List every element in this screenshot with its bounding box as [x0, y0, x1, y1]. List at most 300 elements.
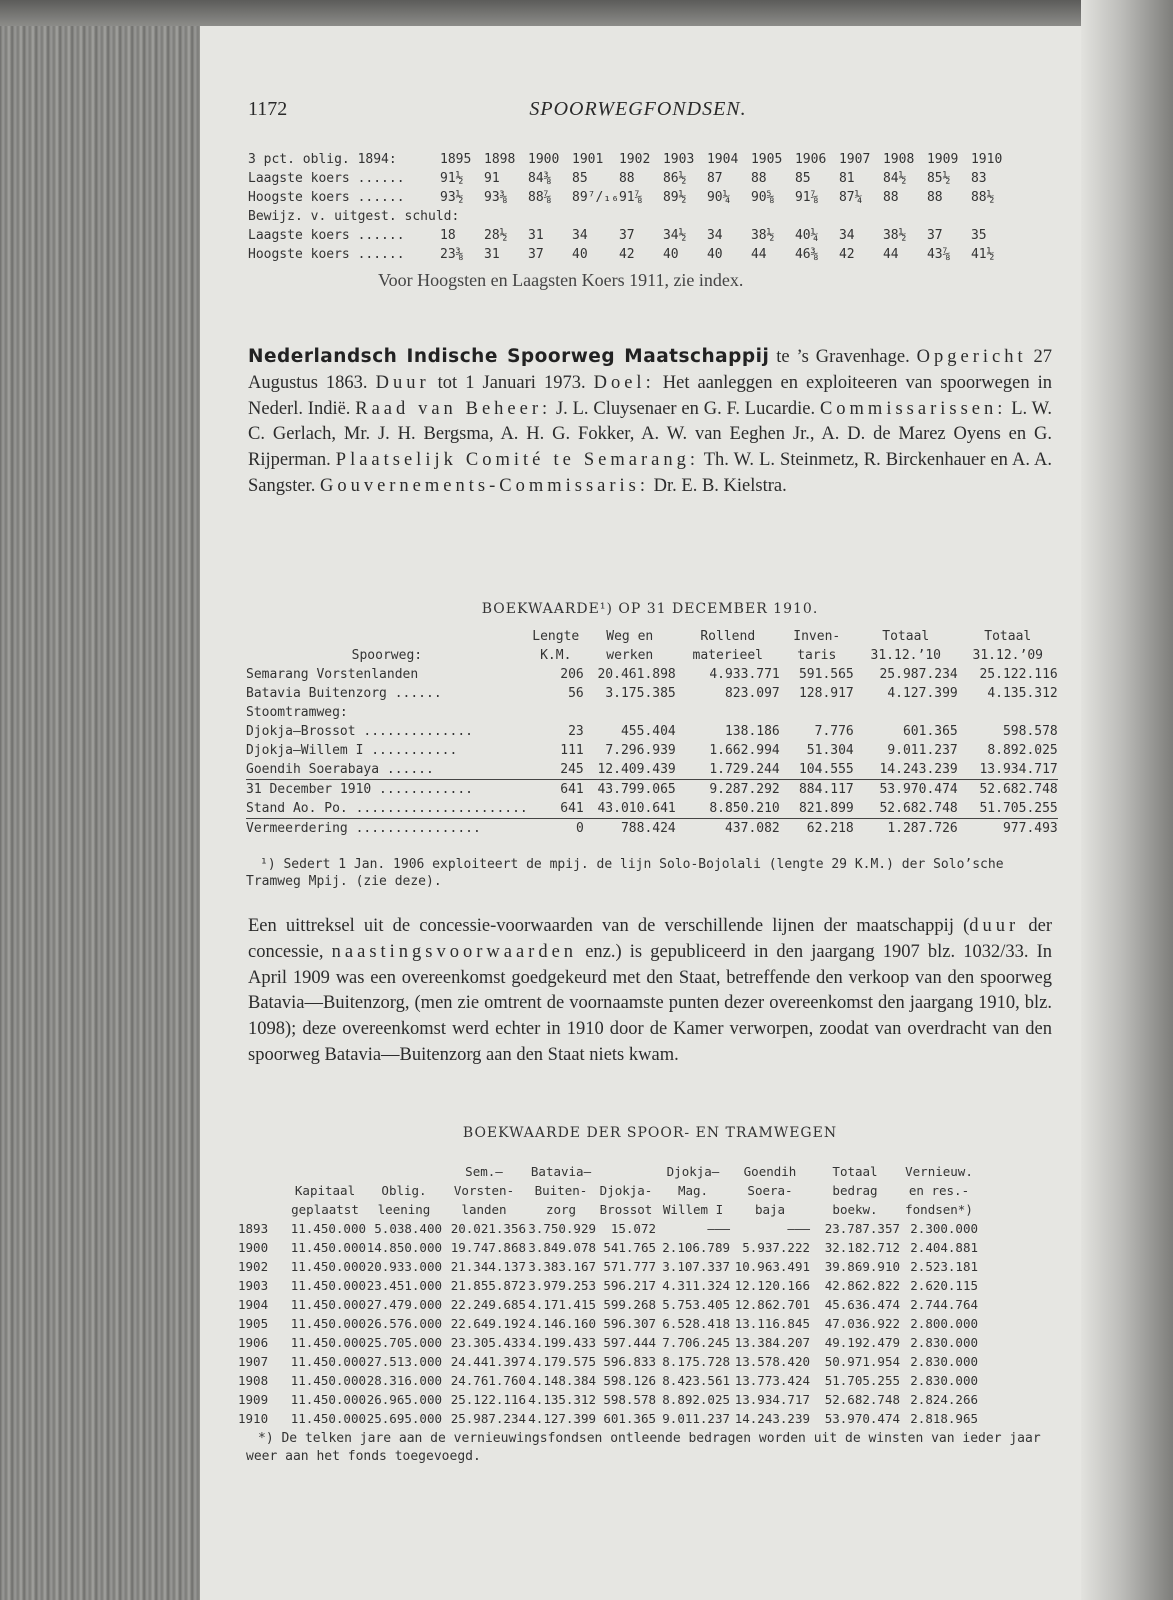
table-cell: geplaatst — [291, 1202, 359, 1217]
table-cell: 34½ — [662, 228, 687, 243]
table-cell: 1900 — [238, 1240, 269, 1255]
table-cell: 42 — [618, 247, 635, 262]
keyword-plaatselijk-comite: Plaatselijk Comité te Semarang: — [335, 450, 699, 471]
table-cell: 43.799.065 — [584, 780, 676, 800]
table-cell: Djokja—Brossot .............. — [246, 724, 473, 739]
table-cell: 23.305.433 — [450, 1335, 526, 1350]
table-cell: 28½ — [484, 228, 508, 243]
table-cell: Djokja— — [666, 1164, 720, 1179]
table-cell: 11.450.000 — [290, 1335, 366, 1350]
table-cell: 40 — [706, 247, 723, 262]
table-cell: 83 — [970, 171, 987, 186]
table-cell: 40 — [662, 247, 679, 262]
table-cell: 2.106.789 — [662, 1240, 730, 1255]
table-cell: 50.971.954 — [824, 1354, 900, 1369]
table-cell: 9.011.237 — [887, 743, 958, 758]
table-cell: 11.450.000 — [290, 1278, 366, 1293]
table-cell: 34 — [572, 228, 588, 243]
keyword-raad-van-beheer: Raad van Beheer: — [355, 398, 552, 419]
table-cell: 2.818.965 — [910, 1411, 978, 1426]
table-cell: 2.830.000 — [910, 1354, 978, 1369]
table-cell: K.M. — [540, 648, 572, 663]
table-cell: 91⅞ — [794, 190, 819, 205]
table-cell: 823.097 — [724, 686, 780, 701]
table-cell: 28.316.000 — [366, 1373, 442, 1388]
table-cell: 34 — [838, 228, 855, 243]
table-cell: 641 — [528, 780, 584, 800]
table-cell: 977.493 — [958, 819, 1058, 839]
table-cell: 3.849.078 — [528, 1240, 596, 1255]
table-cell: 25.122.116 — [450, 1392, 526, 1407]
table-cell: 11.450.000 — [290, 1354, 366, 1369]
table-row — [238, 1352, 978, 1371]
table-cell: 21.344.137 — [450, 1259, 526, 1274]
table-cell: 455.404 — [620, 724, 676, 739]
table-cell: 1903 — [238, 1278, 269, 1293]
table-cell: 43⅞ — [926, 247, 951, 262]
table-row — [238, 1314, 978, 1333]
keyword-naastingsvoorwaarden: naastingsvoorwaarden — [331, 941, 578, 962]
table-cell: 599.268 — [603, 1297, 656, 1312]
table-cell: 3.979.253 — [528, 1278, 596, 1293]
table-cell: 88½ — [970, 190, 995, 205]
table-cell: 23⅜ — [440, 247, 464, 262]
table-cell: 26.576.000 — [366, 1316, 442, 1331]
table-cell: 51.705.255 — [824, 1373, 900, 1388]
table-cell: 1898 — [484, 152, 516, 167]
company-name: Nederlandsch Indische Spoorweg Maatschappij — [248, 346, 770, 367]
table-cell: 25.122.116 — [979, 667, 1058, 682]
table-cell: 91⅞ — [618, 190, 643, 205]
text-fragment: L. W. C. Gerlach, Mr. J. H. Bergsma, A. H. G. Fokker, A. W. van Eeghen Jr., A. D. de Marez Oyens en G. Rijperman. — [248, 398, 1052, 471]
table-cell: 3.107.337 — [662, 1259, 730, 1274]
table-cell: 52.682.748 — [824, 1392, 900, 1407]
table-cell: Goendih Soerabaya ...... — [246, 762, 434, 777]
table-cell: Batavia— — [530, 1164, 592, 1179]
table-cell: 62.218 — [780, 819, 854, 839]
table-cell: 1.729.244 — [709, 762, 780, 777]
table-cell: 12.409.439 — [597, 762, 676, 777]
table-cell: 206 — [560, 667, 584, 682]
table-cell: 1907 — [838, 152, 871, 167]
text-fragment: der concessie, — [248, 916, 1052, 962]
table-cell: 7.296.939 — [605, 743, 676, 758]
table-row — [238, 1295, 978, 1314]
table-cell: 245 — [560, 762, 584, 777]
table-cell: 601.365 — [603, 1411, 656, 1426]
table-cell: 85 — [794, 171, 811, 186]
table-cell: 23.451.000 — [366, 1278, 442, 1293]
table-row — [246, 780, 1058, 800]
table-cell: 1902 — [238, 1259, 269, 1274]
table-cell: 88⅞ — [528, 190, 552, 205]
page-number: 1172 — [248, 98, 288, 120]
table-cell: 39.869.910 — [824, 1259, 900, 1274]
table-cell: 111 — [560, 743, 584, 758]
table-cell: materieel — [692, 648, 763, 663]
table-cell — [596, 1162, 656, 1181]
table-cell: Inven- — [793, 629, 841, 644]
table-cell: 5.937.222 — [742, 1240, 810, 1255]
table-cell: 4.148.384 — [528, 1373, 596, 1388]
table-cell: 1903 — [662, 152, 695, 167]
table-cell: 89½ — [662, 190, 687, 205]
table-cell: Buiten- — [534, 1183, 588, 1198]
table-row — [238, 1276, 978, 1295]
table-cell: 27.479.000 — [366, 1297, 442, 1312]
table-cell: 2.830.000 — [910, 1373, 978, 1388]
table-cell: Brossot — [599, 1202, 653, 1217]
table-cell: 884.117 — [780, 780, 854, 800]
text-fragment: tot 1 Januari 1973. — [429, 372, 594, 393]
table-cell: 591.565 — [798, 667, 854, 682]
table-cell: 42.862.822 — [824, 1278, 900, 1293]
table-cell: 11.450.000 — [290, 1392, 366, 1407]
table-cell: 596.833 — [603, 1354, 656, 1369]
table-cell: Oblig. — [381, 1183, 427, 1198]
table-cell: 1904 — [706, 152, 739, 167]
table-cell: 93½ — [440, 190, 464, 205]
table-cell: 14.243.239 — [879, 762, 958, 777]
table-cell: 31.12.’09 — [972, 648, 1043, 663]
table-header-row — [246, 646, 1058, 665]
table-cell: 2.523.181 — [910, 1259, 978, 1274]
table-row — [238, 1409, 978, 1428]
table-cell — [284, 1162, 366, 1181]
table-cell: Totaal — [984, 629, 1032, 644]
text-fragment: enz.) is gepubliceerd in den jaargang 1907 blz. 1032/33. In April 1909 was een overeenkomst goedgekeurd met den Staat, betreffende den verkoop van den spoorweg Batavia—Buitenzorg, (men zie omtrent de voornaamste punten dezer overeenkomst den jaargang 1910, blz. 1098); deze overeenkomst werd echter in 1910 door de Kamer verworpen, zoodat van overdracht van den spoorweg Batavia—Buitenzorg aan den Staat niets kwam. — [248, 941, 1052, 1065]
table-cell: 1900 — [528, 152, 560, 167]
table-cell: 3 pct. oblig. 1894: — [248, 152, 397, 167]
table-cell: 31.12.’10 — [870, 648, 941, 663]
koers-table — [248, 150, 1015, 264]
table-cell: 5.753.405 — [662, 1297, 730, 1312]
table-cell: Totaal — [832, 1164, 878, 1179]
table-cell: leening — [377, 1202, 431, 1217]
table-cell: 596.217 — [603, 1278, 656, 1293]
table-cell: taris — [797, 648, 837, 663]
table-cell: 6.528.418 — [662, 1316, 730, 1331]
table-cell: 56 — [568, 686, 584, 701]
table-cell: 89⁷/₁₆ — [572, 190, 619, 205]
table-cell: 437.082 — [676, 819, 780, 839]
table-cell: 25.987.234 — [450, 1411, 526, 1426]
table-cell: 90⅝ — [750, 190, 775, 205]
table-cell: 35 — [970, 228, 987, 243]
table-cell: 87¼ — [838, 190, 863, 205]
table-cell: 47.036.922 — [824, 1316, 900, 1331]
table-cell: Mag. — [677, 1183, 709, 1198]
book-top-shadow — [0, 0, 1173, 26]
table-cell: 11.450.000 — [290, 1316, 366, 1331]
text-fragment: J. L. Cluysenaer en G. F. Lucardie. — [551, 398, 820, 419]
boekwaarde-caption: BOEKWAARDE¹) OP 31 DECEMBER 1910. — [481, 601, 819, 617]
table-cell: en res.- — [908, 1183, 970, 1198]
table-cell: 821.899 — [798, 801, 854, 816]
table-cell: 13.934.717 — [979, 762, 1058, 777]
table-cell: 2.830.000 — [910, 1335, 978, 1350]
table-row — [248, 169, 1015, 188]
table-cell: 104.555 — [798, 762, 854, 777]
table-cell: Totaal — [882, 629, 930, 644]
table-cell: 1.287.726 — [854, 819, 958, 839]
table-cell: 641 — [560, 801, 584, 816]
table-cell: 2.824.266 — [910, 1392, 978, 1407]
table-cell: 20.021.356 — [450, 1221, 526, 1236]
table-cell: 27.513.000 — [366, 1354, 442, 1369]
table-cell: 13.384.207 — [734, 1335, 810, 1350]
table-cell: 13.116.845 — [734, 1316, 810, 1331]
table-row — [248, 245, 1015, 264]
table-row — [246, 722, 1058, 741]
table-cell: 1905 — [238, 1316, 269, 1331]
table-cell: 12.862.701 — [734, 1297, 810, 1312]
table-row — [246, 799, 1058, 819]
table-row — [238, 1219, 978, 1238]
table-cell: Batavia Buitenzorg ...... — [246, 686, 442, 701]
table-cell: 2.800.000 — [910, 1316, 978, 1331]
table-cell: 34 — [706, 228, 723, 243]
table-cell: 8.175.728 — [662, 1354, 730, 1369]
table-cell: 1906 — [238, 1335, 269, 1350]
table-cell: 19.747.868 — [450, 1240, 526, 1255]
table-cell: 86½ — [662, 171, 687, 186]
table-cell: Djokja—Willem I ........... — [246, 743, 458, 758]
table-cell: 20.461.898 — [597, 667, 676, 682]
boekwaarde-table — [246, 627, 1058, 838]
table-cell: 4.933.771 — [709, 667, 780, 682]
table-cell: Willem I — [662, 1202, 724, 1217]
table-cell: 51.705.255 — [979, 801, 1058, 816]
table-cell: 15.072 — [610, 1221, 656, 1236]
table-cell: 22.249.685 — [450, 1297, 526, 1312]
koers-note: Voor Hoogsten en Laagsten Koers 1911, zie index. — [378, 270, 744, 290]
book-page-edge-right — [1081, 0, 1173, 1600]
boekwaarde-wegen-caption: BOEKWAARDE DER SPOOR- EN TRAMWEGEN — [462, 1125, 838, 1141]
table-cell: 18 — [440, 228, 456, 243]
table-cell: 1901 — [572, 152, 604, 167]
table-cell: 37 — [926, 228, 943, 243]
boekwaarde-wegen-footnote: *) De telken jare aan de vernieuwingsfondsen ontleende bedragen worden uit de winsten van ieder jaar weer aan het fonds toegevoegd. — [246, 1431, 1041, 1464]
table-cell: Laagste koers ...... — [248, 228, 405, 243]
keyword-opgericht: Opgericht — [916, 347, 1027, 367]
table-cell: 41½ — [970, 247, 995, 262]
table-cell: 91 — [484, 171, 500, 186]
table-row — [246, 741, 1058, 760]
table-cell: Spoorweg: — [351, 648, 423, 663]
table-cell: zorg — [545, 1202, 577, 1217]
table-cell: 31 — [484, 247, 500, 262]
table-cell: 40¼ — [794, 228, 819, 243]
book-page-edges-left — [0, 0, 232, 1600]
boekwaarde-wegen-table — [238, 1162, 978, 1428]
running-title: SPOORWEGFONDSEN. — [529, 98, 747, 120]
table-cell: werken — [606, 648, 654, 663]
table-cell: 1910 — [970, 152, 1003, 167]
table-cell: 5.038.400 — [374, 1221, 442, 1236]
table-cell: 1906 — [794, 152, 827, 167]
table-cell: 25.987.234 — [879, 667, 958, 682]
table-cell: ——— — [787, 1221, 810, 1236]
concessie-paragraph — [248, 914, 1052, 1069]
table-cell: 43.010.641 — [597, 801, 676, 816]
table-cell: 4.135.312 — [987, 686, 1058, 701]
table-cell: Semarang Vorstenlanden — [246, 667, 419, 682]
table-cell: Weg en — [606, 629, 654, 644]
text-fragment: te ’s Gravenhage. — [769, 347, 917, 367]
table-cell: 596.307 — [603, 1316, 656, 1331]
table-header-row — [238, 1162, 978, 1181]
table-cell: 4.311.324 — [662, 1278, 730, 1293]
table-cell: 49.192.479 — [824, 1335, 900, 1350]
table-cell: 1910 — [238, 1411, 269, 1426]
page-header — [248, 98, 1028, 128]
table-cell: Lengte — [532, 629, 580, 644]
table-row — [246, 684, 1058, 703]
table-cell: Kapitaal — [294, 1183, 356, 1198]
table-cell: 11.450.000 — [290, 1259, 366, 1274]
table-cell: 3.383.167 — [528, 1259, 596, 1274]
table-cell: 598.126 — [603, 1373, 656, 1388]
table-cell: 93⅜ — [484, 190, 508, 205]
table-cell: 21.855.872 — [450, 1278, 526, 1293]
table-cell: Goendih — [743, 1164, 797, 1179]
table-cell: 53.970.474 — [824, 1411, 900, 1426]
table-cell: 37 — [618, 228, 635, 243]
table-cell: 22.649.192 — [450, 1316, 526, 1331]
table-cell: 598.578 — [603, 1392, 656, 1407]
table-cell: 13.934.717 — [734, 1392, 810, 1407]
table-cell — [238, 1162, 284, 1181]
table-cell: 1902 — [618, 152, 651, 167]
table-row — [238, 1390, 978, 1409]
table-cell: 87 — [706, 171, 723, 186]
table-cell: 24.761.760 — [450, 1373, 526, 1388]
table-cell: 44 — [750, 247, 767, 262]
table-cell: 24.441.397 — [450, 1354, 526, 1369]
table-cell: 25.705.000 — [366, 1335, 442, 1350]
table-cell: 20.933.000 — [366, 1259, 442, 1274]
table-cell: 85 — [572, 171, 588, 186]
table-cell: 38½ — [882, 228, 907, 243]
section-label: Stoomtramweg: — [246, 705, 348, 720]
table-row — [248, 226, 1015, 245]
table-cell: 597.444 — [603, 1335, 656, 1350]
table-cell: 8.850.210 — [709, 801, 780, 816]
table-cell: 13.773.424 — [734, 1373, 810, 1388]
table-cell: 88 — [750, 171, 767, 186]
table-cell: 11.450.000 — [290, 1373, 366, 1388]
table-cell: 1908 — [882, 152, 915, 167]
table-cell: 11.450.000 — [290, 1297, 366, 1312]
table-cell: 1.662.994 — [709, 743, 780, 758]
table-cell: 38½ — [750, 228, 775, 243]
table-cell: 8.892.025 — [987, 743, 1058, 758]
table-cell: Stand Ao. Po. ...................... — [246, 801, 528, 816]
koers-header-row — [248, 150, 1015, 169]
table-row — [238, 1238, 978, 1257]
table-cell: Vermeerdering ................ — [246, 819, 528, 839]
table-cell: 32.182.712 — [824, 1240, 900, 1255]
table-cell: baja — [754, 1202, 786, 1217]
table-cell: 4.199.433 — [528, 1335, 596, 1350]
table-cell: 31 December 1910 ............ — [246, 780, 528, 800]
table-cell: Djokja- — [599, 1183, 653, 1198]
table-cell: 88 — [618, 171, 635, 186]
table-cell: 1909 — [238, 1392, 269, 1407]
table-cell: 128.917 — [798, 686, 854, 701]
company-description — [248, 344, 1052, 500]
table-cell: 4.171.415 — [528, 1297, 596, 1312]
keyword-duur: duur — [969, 916, 1020, 936]
table-cell: 3.175.385 — [605, 686, 676, 701]
table-cell: 45.636.474 — [824, 1297, 900, 1312]
table-cell: 53.970.474 — [854, 780, 958, 800]
table-cell: 88 — [926, 190, 943, 205]
table-cell: 1904 — [238, 1297, 269, 1312]
table-cell: Vorsten- — [453, 1183, 515, 1198]
table-cell: 23 — [568, 724, 584, 739]
table-cell: 14.243.239 — [734, 1411, 810, 1426]
text-fragment: Th. W. L. Steinmetz, R. Birckenhauer en A. A. Sangster. — [248, 450, 1052, 496]
table-cell: 10.963.491 — [734, 1259, 810, 1274]
table-cell: 85½ — [926, 171, 951, 186]
table-cell: boekw. — [832, 1202, 878, 1217]
table-cell: 2.404.881 — [910, 1240, 978, 1255]
table-cell: Vernieuw. — [905, 1164, 973, 1179]
table-cell — [246, 627, 528, 646]
table-cell: 138.186 — [724, 724, 780, 739]
table-cell: 11.450.000 — [290, 1240, 366, 1255]
keyword-commissarissen: Commissarissen: — [819, 398, 1007, 419]
table-cell: 0 — [528, 819, 584, 839]
table-cell: 601.365 — [902, 724, 958, 739]
boekwaarde-footnote: ¹) Sedert 1 Jan. 1906 exploiteert de mpij. de lijn Solo-Bojolali (lengte 29 K.M.) der Solo’sche Tramweg Mpij. (zie deze). — [246, 857, 1004, 889]
table-cell: Hoogste koers ...... — [248, 247, 405, 262]
table-cell: Laagste koers ...... — [248, 171, 405, 186]
table-cell: 40 — [572, 247, 588, 262]
table-cell: 81 — [838, 171, 855, 186]
keyword-duur: Duur — [375, 372, 430, 393]
table-cell — [366, 1162, 442, 1181]
table-cell: 37 — [528, 247, 544, 262]
table-cell: 8.892.025 — [662, 1392, 730, 1407]
table-row — [238, 1333, 978, 1352]
table-cell: 9.011.237 — [662, 1411, 730, 1426]
table-row — [238, 1371, 978, 1390]
table-row — [248, 188, 1015, 207]
table-header-row — [238, 1200, 978, 1219]
table-cell: 12.120.166 — [734, 1278, 810, 1293]
table-cell: Soera- — [747, 1183, 793, 1198]
table-cell: 7.706.245 — [662, 1335, 730, 1350]
table-cell: ——— — [707, 1221, 730, 1236]
table-cell: 14.850.000 — [366, 1240, 442, 1255]
table-cell: 2.300.000 — [910, 1221, 978, 1236]
table-cell: 3.750.929 — [528, 1221, 596, 1236]
keyword-gouvernements-commissaris: Gouvernements-Commissaris: — [319, 475, 650, 496]
table-cell: 4.146.160 — [528, 1316, 596, 1331]
table-cell: 788.424 — [584, 819, 676, 839]
table-cell: Sem.— — [465, 1164, 503, 1179]
table-cell: 8.423.561 — [662, 1373, 730, 1388]
table-cell: 2.744.764 — [910, 1297, 978, 1312]
table-row — [246, 760, 1058, 780]
keyword-doel: Doel: — [593, 372, 655, 393]
table-cell: 46⅜ — [794, 247, 819, 262]
koers-section-row — [248, 207, 1015, 226]
table-cell — [238, 1200, 284, 1219]
